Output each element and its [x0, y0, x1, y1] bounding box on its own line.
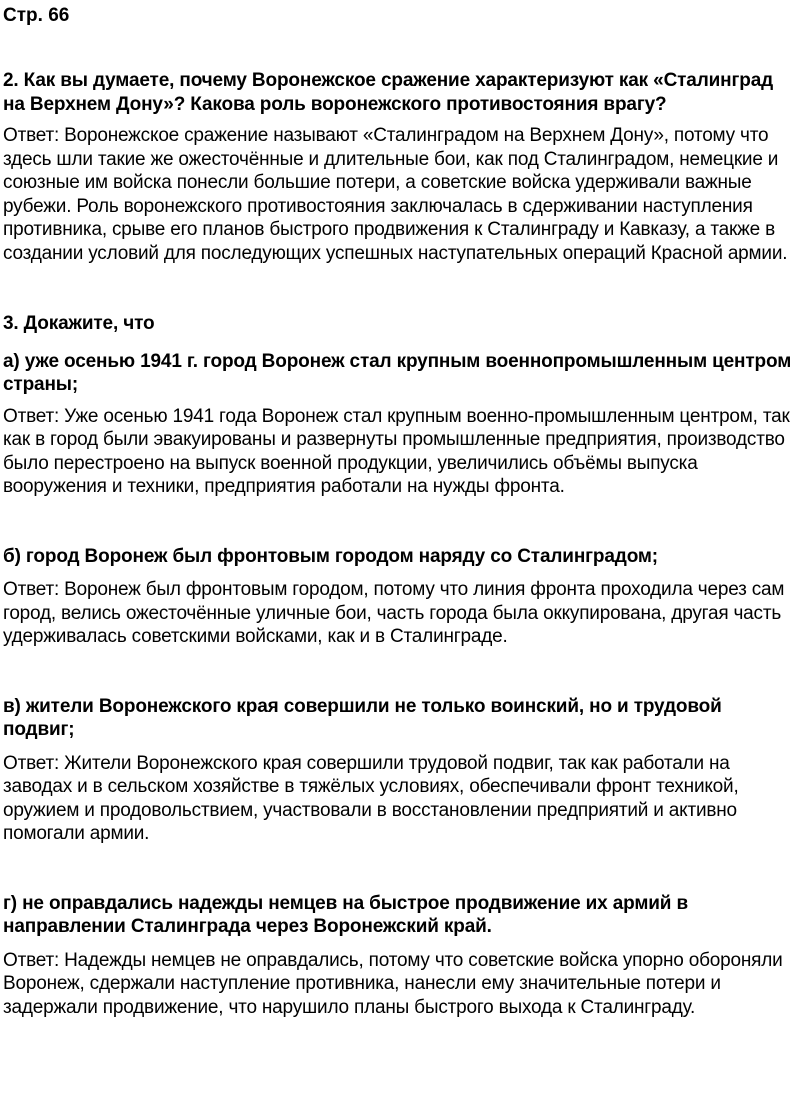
question-3c: в) жители Воронежского края совершили не только воинский, но и трудовой подвиг;	[3, 695, 722, 740]
question-2: 2. Как вы думаете, почему Воронежское сражение характеризуют как «Сталинград на Верхнем Дону»? Какова роль воронежского противостояния врагу?	[3, 70, 774, 115]
question-3d: г) не оправдались надежды немцев на быстрое продвижение их армий в направлении Сталинграда через Воронежский край.	[3, 892, 688, 937]
question-3b: б) город Воронеж был фронтовым городом наряду со Сталинградом;	[3, 545, 658, 567]
question-3a: а) уже осенью 1941 г. город Воронеж стал крупным военнопромышленным центром страны;	[3, 350, 792, 395]
page-number: Стр. 66	[3, 5, 70, 26]
question-3-heading: 3. Докажите, что	[3, 313, 155, 334]
answer-3a: Ответ: Уже осенью 1941 года Воронеж стал крупным военно-промышленным центром, так как в город были эвакуированы и развернуты промышленные предприятия, производство было перестроено на выпуск военной продукции, увеличились объёмы выпуска вооружения и техники, предприятия работали на нужды фронта.	[3, 405, 790, 497]
answer-2: Ответ: Воронежское сражение называют «Сталинградом на Верхнем Дону», потому что здесь шли такие же ожесточённые и длительные бои, как под Сталинградом, немецкие и союзные им войска понесли большие потери, а советские войска удерживали важные рубежи. Роль воронежского противостояния заключалась в сдерживании наступления противника, срыве его планов быстрого продвижения к Сталинграду и Кавказу, а также в создании условий для последующих успешных наступательных операций Красной армии.	[3, 125, 788, 264]
answer-3b: Ответ: Воронеж был фронтовым городом, потому что линия фронта проходила через сам город, велись ожесточённые уличные бои, часть города была оккупирована, другая часть удерживалась советскими войсками, как и в Сталинграде.	[3, 579, 785, 647]
answer-3d: Ответ: Надежды немцев не оправдались, потому что советские войска упорно обороняли Воронеж, сдержали наступление противника, нанесли ему значительные потери и задержали продвижение, что нарушило планы быстрого выхода к Сталинграду.	[3, 949, 783, 1018]
document-page	[3, 0, 798, 1019]
answer-3c: Ответ: Жители Воронежского края совершили трудовой подвиг, так как работали на заводах и в сельском хозяйстве в тяжёлых условиях, обеспечивали фронт техникой, оружием и продовольствием, участвовали в восстановлении предприятий и активно помогали армии.	[3, 752, 739, 844]
